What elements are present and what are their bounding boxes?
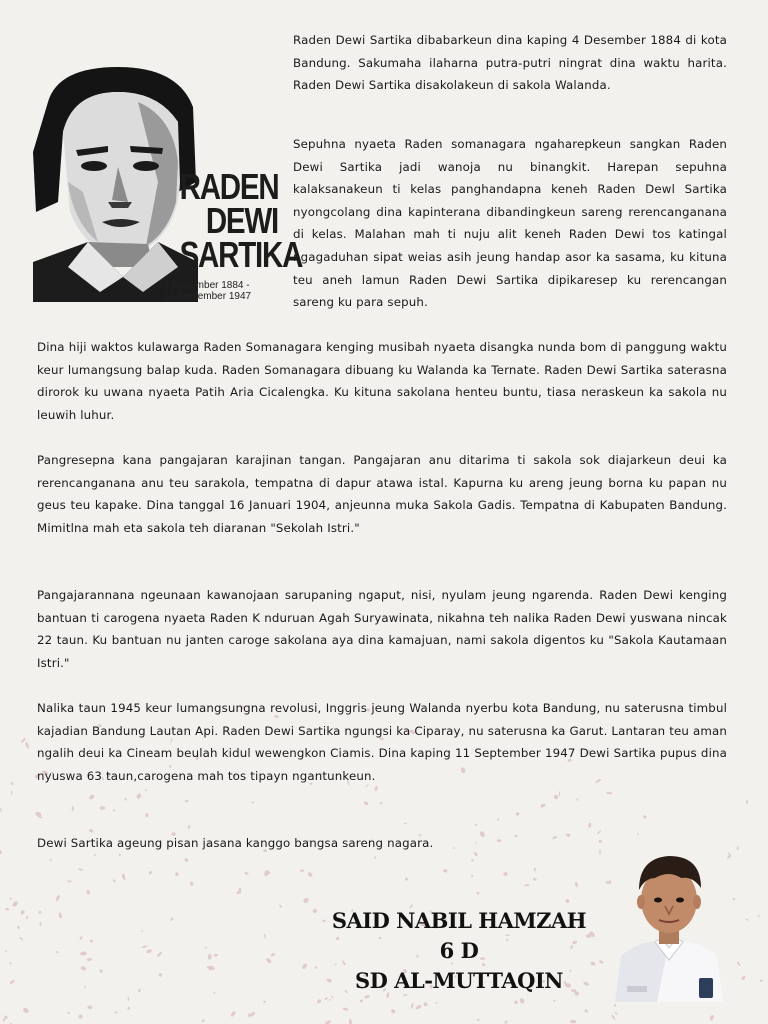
author-name: SAID NABIL HAMZAH bbox=[331, 908, 587, 933]
student-photo bbox=[611, 838, 727, 1002]
title-line-dewi: DEWI bbox=[205, 200, 278, 241]
author-class: 6 D bbox=[439, 938, 479, 963]
paragraph-5: Pangajarannana ngeunaan kawanojaan sarupaning ngaput, nisi, nyulam jeung ngarenda. Raden Dewi kenging bantuan ti carogena nyaeta Raden K nduruan Agah Suryawinata, nikahna teh nalika Raden Dewi yuswana nincak 22 taun. Ku bantuan nu janten caroge sakolana aya dina kamajuan, nami sakola digentos ku "Sakola Kautamaan Istri." bbox=[37, 588, 727, 670]
death-date: 11 September 1947 bbox=[164, 291, 252, 302]
hero-title bbox=[179, 166, 303, 275]
portrait-illustration bbox=[28, 62, 198, 302]
paragraph-6: Nalika taun 1945 keur lumangsungna revolusi, Inggris jeung Walanda nyerbu kota Bandung, nu saterusna timbul kajadian Bandung Lautan Api. Raden Dewi Sartika ngungsi ka Ciparay, nu saterusna ka Garut. Lantaran teu aman ngalih deui ka Cineam beulah kidul wewengkon Ciamis. Dina kaping 11 September 1947 Dewi Sartika pupus dina nyuswa 63 taun,carogena mah tos tipayn ngantunkeun. bbox=[37, 701, 727, 783]
author-signature bbox=[318, 906, 600, 996]
paragraph-7: Dewi Sartika ageung pisan jasana kanggo bangsa sareng nagara. bbox=[37, 836, 434, 850]
author-school: SD AL-MUTTAQIN bbox=[355, 968, 563, 993]
life-dates bbox=[164, 280, 264, 302]
birth-date: 4 Desember 1884 - bbox=[164, 280, 250, 291]
paragraph-4: Pangresepna kana pangajaran karajinan tangan. Pangajaran anu ditarima ti sakola sok diajarkeun deui ka rerencanganana anu teu sarakola, tempatna di dapur atawa istal. Kapurna ku areng jeung borna ku papan nu geus teu kapake. Dina tanggal 16 Januari 1904, anjeunna muka Sakola Gadis. Tempatna di Kabupaten Bandung. Mimitlna mah eta sakola teh diaranan "Sekolah Istri." bbox=[37, 453, 727, 535]
header-graphic bbox=[28, 62, 303, 306]
paragraph-3: Dina hiji waktos kulawarga Raden Somanagara kenging musibah nyaeta disangka nunda bom di panggung waktu keur lumangsung balap kuda. Raden Somanagara dibuang ku Walanda ka Ternate. Raden Dewi Sartika saterasna dirorok ku uwana nyaeta Patih Aria Cicalengka. Ku kituna sakolana henteu buntu, tiasa neraskeun ka sakola nu leuwih luhur. bbox=[37, 340, 727, 422]
paragraph-2: Sepuhna nyaeta Raden somanagara ngaharepkeun sangkan Raden Dewi Sartika jadi wanoja nu binangkit. Harepan sepuhna kalaksanakeun ti kelas panghandapna keneh Raden Dewl Sartika nyongcolang dina kapinterana dibandingkeun sareng rerencanganana di kelas. Malahan mah ti nuju alit keneh Raden Dewi tos katingal ngagaduhan sipat weias asih jeung handap asor ka sasama, ku kituna teu aneh lamun Raden Dewi Sartika dipikaresep ku rerencangan sareng ku para sepuh. bbox=[293, 137, 727, 310]
title-line-sartika: SARTIKA bbox=[179, 234, 303, 275]
paragraph-1: Raden Dewi Sartika dibabarkeun dina kaping 4 Desember 1884 di kota Bandung. Sakumaha ilaharna putra-putri ningrat dina waktu harita. Raden Dewi Sartika disakolakeun di sakola Walanda. bbox=[293, 33, 727, 93]
title-line-raden: RADEN bbox=[179, 166, 279, 207]
